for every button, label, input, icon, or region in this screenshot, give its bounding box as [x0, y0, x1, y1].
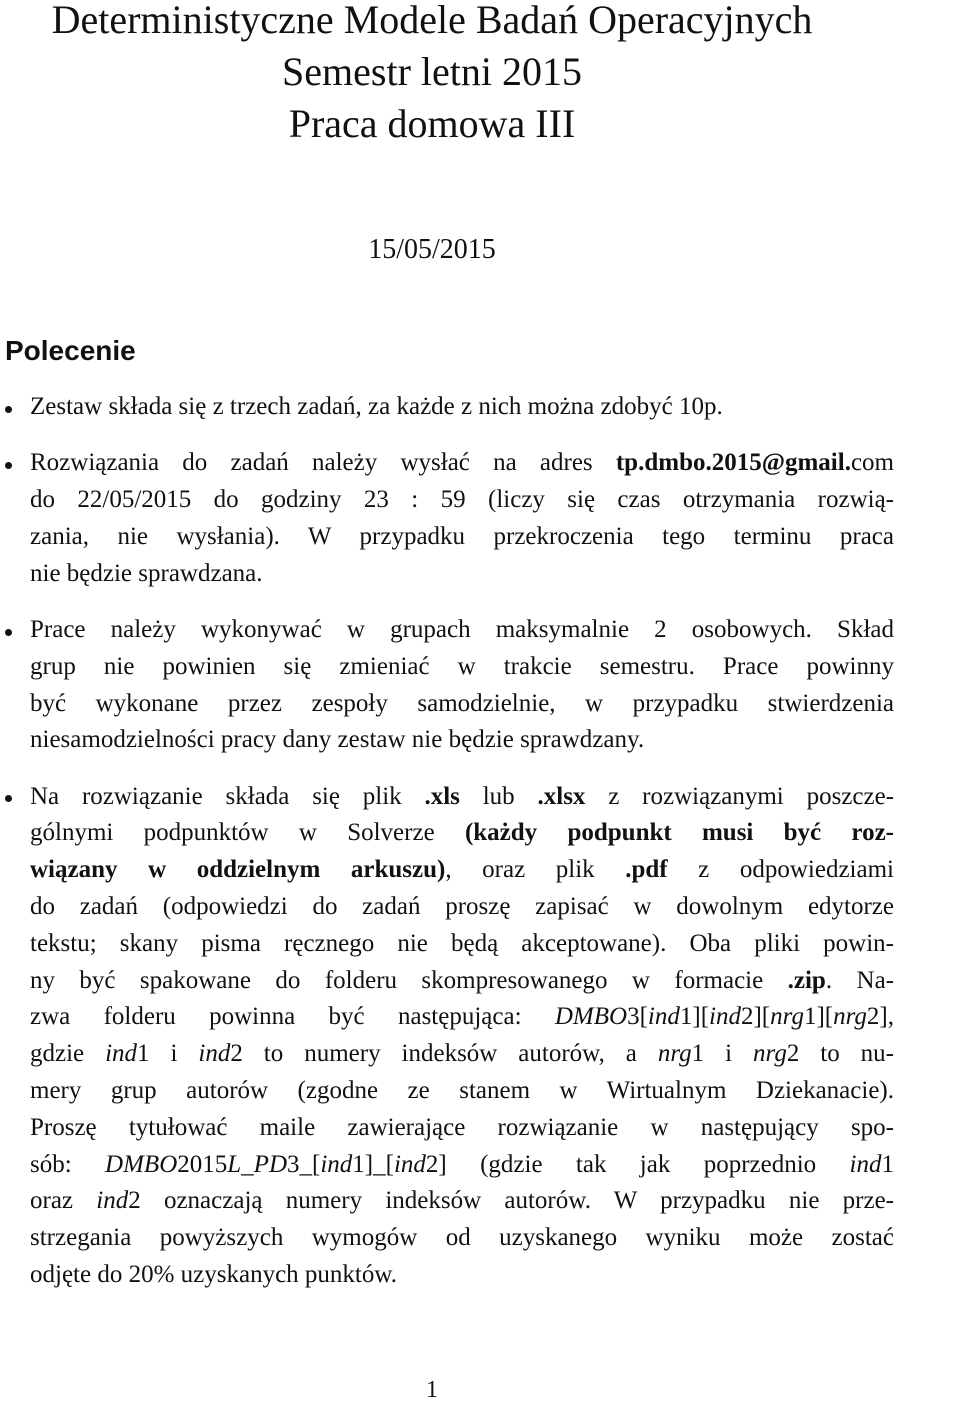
italic-math-text: nrg	[770, 1003, 804, 1031]
italic-math-text: DMBO	[554, 1003, 628, 1031]
text-line	[30, 1073, 894, 1110]
text-run: 1]_[	[352, 1150, 394, 1178]
text-run: Prace należy wykonywać w grupach maksymalnie 2 osobowych. Skład	[30, 615, 894, 643]
section-heading: Polecenie	[5, 335, 136, 366]
text-run: 3_[	[287, 1150, 321, 1178]
text-line	[30, 649, 894, 686]
text-line	[30, 999, 894, 1036]
instruction-list	[30, 389, 894, 1313]
text-line	[30, 963, 894, 1000]
italic-math-text: ind	[849, 1150, 882, 1178]
title-line-semester: Semestr letni 2015	[282, 49, 582, 94]
text-line	[30, 852, 894, 889]
text-run: sób:	[30, 1150, 106, 1178]
text-run: do 22/05/2015 do godziny 23 : 59 (liczy się czas otrzymania rozwią-	[30, 486, 894, 514]
text-run: 2 to nu-	[786, 1040, 894, 1068]
text-run: 2 oznaczają numery indeksów autorów. W przypadku nie prze-	[128, 1187, 894, 1215]
text-run: 2015	[177, 1150, 228, 1178]
text-line	[30, 519, 894, 556]
text-line	[30, 1257, 894, 1294]
italic-math-text: nrg	[753, 1040, 787, 1068]
text-run: Rozwiązania do zadań należy wysłać na adres	[30, 449, 616, 477]
text-run: mery grup autorów (zgodne ze stanem w Wirtualnym Dziekanacie).	[30, 1077, 894, 1105]
title-line-assignment: Praca domowa III	[288, 101, 576, 146]
text-run: 1 i	[691, 1040, 754, 1068]
text-run: odjęte do 20% uzyskanych punktów.	[30, 1261, 398, 1289]
text-run: niesamodzielności pracy dany zestaw nie będzie sprawdzany.	[30, 726, 645, 754]
text-line	[30, 1147, 894, 1184]
bold-text: .zip	[787, 966, 826, 994]
text-line	[30, 1036, 894, 1073]
text-run: 3[	[627, 1003, 648, 1031]
bold-text: .xlsx	[537, 782, 586, 810]
bullet-icon	[5, 629, 12, 636]
italic-math-text: ind	[198, 1040, 231, 1068]
text-run: grup nie powinien się zmieniać w trakcie semestru. Prace powinny	[30, 652, 894, 680]
text-run: ny być spakowane do folderu skompresowanego w formacie	[30, 966, 788, 994]
text-run: do zadań (odpowiedzi do zadań proszę zapisać w dowolnym edytorze	[30, 893, 894, 921]
italic-math-text: PD	[253, 1150, 287, 1178]
text-run: tekstu; skany pisma ręcznego nie będą akceptowane). Oba pliki powin-	[30, 929, 894, 957]
text-line	[30, 1220, 894, 1257]
text-run: być wykonane przez zespoły samodzielnie, w przypadku stwierdzenia	[30, 689, 894, 717]
text-run: zania, nie wysłania). W przypadku przekroczenia tego terminu praca	[30, 522, 894, 550]
text-line	[30, 1183, 894, 1220]
text-run: z rozwiązanymi poszcze-	[585, 782, 895, 810]
italic-math-text: nrg	[833, 1003, 867, 1031]
text-run: Na rozwiązanie składa się plik	[30, 782, 425, 810]
text-run: oraz	[30, 1187, 97, 1215]
text-run: gdzie	[30, 1040, 106, 1068]
bullet-icon	[5, 462, 12, 469]
text-line	[30, 815, 894, 852]
text-run: zwa folderu powinna być następująca:	[30, 1003, 555, 1031]
italic-math-text: DMBO	[105, 1150, 178, 1178]
text-run: com	[850, 449, 894, 477]
italic-math-text: ind	[96, 1187, 129, 1215]
bullet-icon	[5, 406, 12, 413]
text-run: 2][	[740, 1003, 771, 1031]
text-run: . Na-	[825, 966, 894, 994]
text-run: 1][	[679, 1003, 710, 1031]
bold-text: .xls	[424, 782, 460, 810]
text-line	[30, 926, 894, 963]
instruction-item	[30, 612, 894, 759]
text-line	[30, 722, 894, 759]
text-line	[30, 1110, 894, 1147]
instruction-item	[30, 779, 894, 1294]
italic-math-text: ind	[647, 1003, 680, 1031]
italic-math-text: ind	[320, 1150, 353, 1178]
text-line	[30, 389, 894, 426]
italic-math-text: ind	[709, 1003, 741, 1031]
text-run: z odpowiedziami	[667, 856, 894, 884]
text-run: _	[241, 1150, 254, 1178]
text-run: lub	[459, 782, 538, 810]
text-run: , oraz plik	[445, 856, 626, 884]
bold-text: (każdy podpunkt musi być roz-	[464, 819, 894, 847]
text-run: strzegania powyższych wymogów od uzyskanego wyniku może zostać	[30, 1224, 894, 1252]
text-run: 1 i	[137, 1040, 199, 1068]
italic-math-text: nrg	[657, 1040, 692, 1068]
text-line	[30, 889, 894, 926]
text-line	[30, 779, 894, 816]
text-line	[30, 556, 894, 593]
italic-math-text: ind	[393, 1150, 426, 1178]
text-run: 2] (gdzie tak jak poprzednio	[425, 1150, 850, 1178]
bullet-icon	[5, 795, 12, 802]
title-line-course: Deterministyczne Modele Badań Operacyjnych	[51, 0, 813, 42]
page-number: 1	[426, 1377, 438, 1403]
text-line	[30, 686, 894, 723]
text-line	[30, 612, 894, 649]
bold-text: tp.dmbo.2015@gmail.	[615, 449, 851, 477]
bold-text: wiązany w oddzielnym arkuszu)	[30, 856, 446, 884]
text-line	[30, 482, 894, 519]
text-run: 1][	[803, 1003, 834, 1031]
text-run: nie będzie sprawdzana.	[30, 559, 263, 587]
text-run: Zestaw składa się z trzech zadań, za każde z nich można zdobyć 10p.	[30, 393, 723, 420]
italic-math-text: L	[227, 1150, 242, 1178]
text-run: 2 to numery indeksów autorów, a	[230, 1040, 658, 1068]
text-line	[30, 445, 894, 482]
instruction-item	[30, 445, 894, 592]
italic-math-text: ind	[105, 1040, 138, 1068]
text-run: 2],	[866, 1003, 894, 1031]
text-run: Proszę tytułować maile zawierające rozwiązanie w następujący spo-	[30, 1113, 894, 1141]
instruction-item	[30, 389, 894, 426]
document-date: 15/05/2015	[368, 234, 496, 265]
text-run: gólnymi podpunktów w Solverze	[30, 819, 465, 847]
text-run: 1	[881, 1150, 894, 1178]
document-title	[0, 0, 864, 156]
bold-text: .pdf	[625, 856, 668, 884]
